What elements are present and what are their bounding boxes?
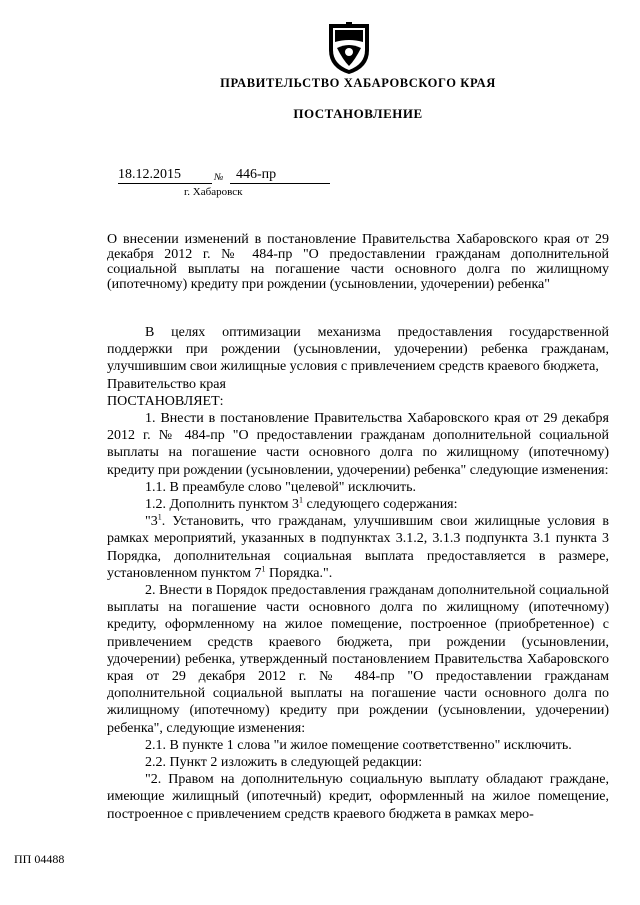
superscript: 1 xyxy=(157,512,162,522)
number-sign: № xyxy=(214,172,224,183)
document-body xyxy=(107,324,609,823)
paragraph-item-2-2: 2.2. Пункт 2 изложить в следующей редакции: xyxy=(145,755,423,771)
text-fragment: . Установить, что гражданам, улучшившим свои жилищные условия в рамках мероприятий, указанных в подпунктах 3.1.2, 3.1.3 подпункта 3.1 пункта 3 Порядка, дополнительная социальная выплата предоставляется в размере, установленном пунктом 7 xyxy=(107,514,609,581)
paragraph-item-2-text: "2. Правом на дополнительную социальную выплату обладают граждане, имеющие жилищный (ипотечный) кредит, оформленный на жилое помещение, построенное с привлечением средств краевого бюджета в рамках меро- xyxy=(107,772,609,822)
paragraph-item-1: 1. Внести в постановление Правительства Хабаровского края от 29 декабря 2012 г. № 484-пр "О предоставлении гражданам дополнительной социальной выплаты на погашение части основного долга по жилищному (ипотечному) кредиту при рождении (усыновлении, удочерении) ребенка" следующие изменения: xyxy=(107,411,609,478)
text-fragment: Порядка.". xyxy=(265,565,333,581)
superscript: 1 xyxy=(261,564,266,574)
footer-code: ПП 04488 xyxy=(14,852,65,866)
paragraph-item-1-2 xyxy=(107,496,609,513)
document-city: г. Хабаровск xyxy=(184,186,243,198)
document-number: 446-пр xyxy=(230,167,330,184)
paragraph-item-1-1: 1.1. В преамбуле слово "целевой" исключить. xyxy=(145,479,416,495)
document-date: 18.12.2015 xyxy=(118,167,212,184)
paragraph-item-2-1: 2.1. В пункте 1 слова "и жилое помещение соответственно" исключить. xyxy=(145,737,572,753)
paragraph-item-2: 2. Внести в Порядок предоставления гражданам дополнительной социальной выплаты на погашение части основного долга по жилищному (ипотечному) кредиту, оформленному на жилое помещение, построенное (приобретенное) с привлечением средств краевого бюджета, при рождении (усыновлении, удочерении) ребенка, утвержденный постановлением Правительства Хабаровского края от 29 декабря 2012 г. № 484-пр "О предоставлении гражданам дополнительной социальной выплаты на погашение части основного долга по жилищному (ипотечному) кредиту при рождении (усыновлении, удочерении) ребенка", следующие изменения: xyxy=(107,583,609,736)
paragraph-government: Правительство края xyxy=(107,376,226,392)
paragraph-item-3-1 xyxy=(107,513,609,582)
coat-of-arms-icon xyxy=(325,20,373,76)
text-fragment: 1.2. Дополнить пунктом 3 xyxy=(145,497,299,513)
paragraph-preamble: В целях оптимизации механизма предоставления государственной поддержки при рождении (усыновлении, удочерении) ребенка гражданам, улучшившим свои жилищные условия с привлечением средств краевого бюджета, xyxy=(107,325,609,375)
government-title: ПРАВИТЕЛЬСТВО ХАБАРОВСКОГО КРАЯ xyxy=(220,76,496,90)
superscript: 1 xyxy=(298,495,303,505)
text-fragment: следующего содержания: xyxy=(302,497,458,513)
text-fragment: "3 xyxy=(145,514,158,530)
paragraph-resolves: ПОСТАНОВЛЯЕТ: xyxy=(107,393,224,409)
document-type: ПОСТАНОВЛЕНИЕ xyxy=(293,106,423,121)
document-subject: О внесении изменений в постановление Правительства Хабаровского края от 29 декабря 2012 г. № 484-пр "О предоставлении гражданам дополнительной социальной выплаты на погашение части основного долга по жилищному (ипотечному) кредиту при рождении (усыновлении, удочерении) ребенка" xyxy=(107,232,609,292)
